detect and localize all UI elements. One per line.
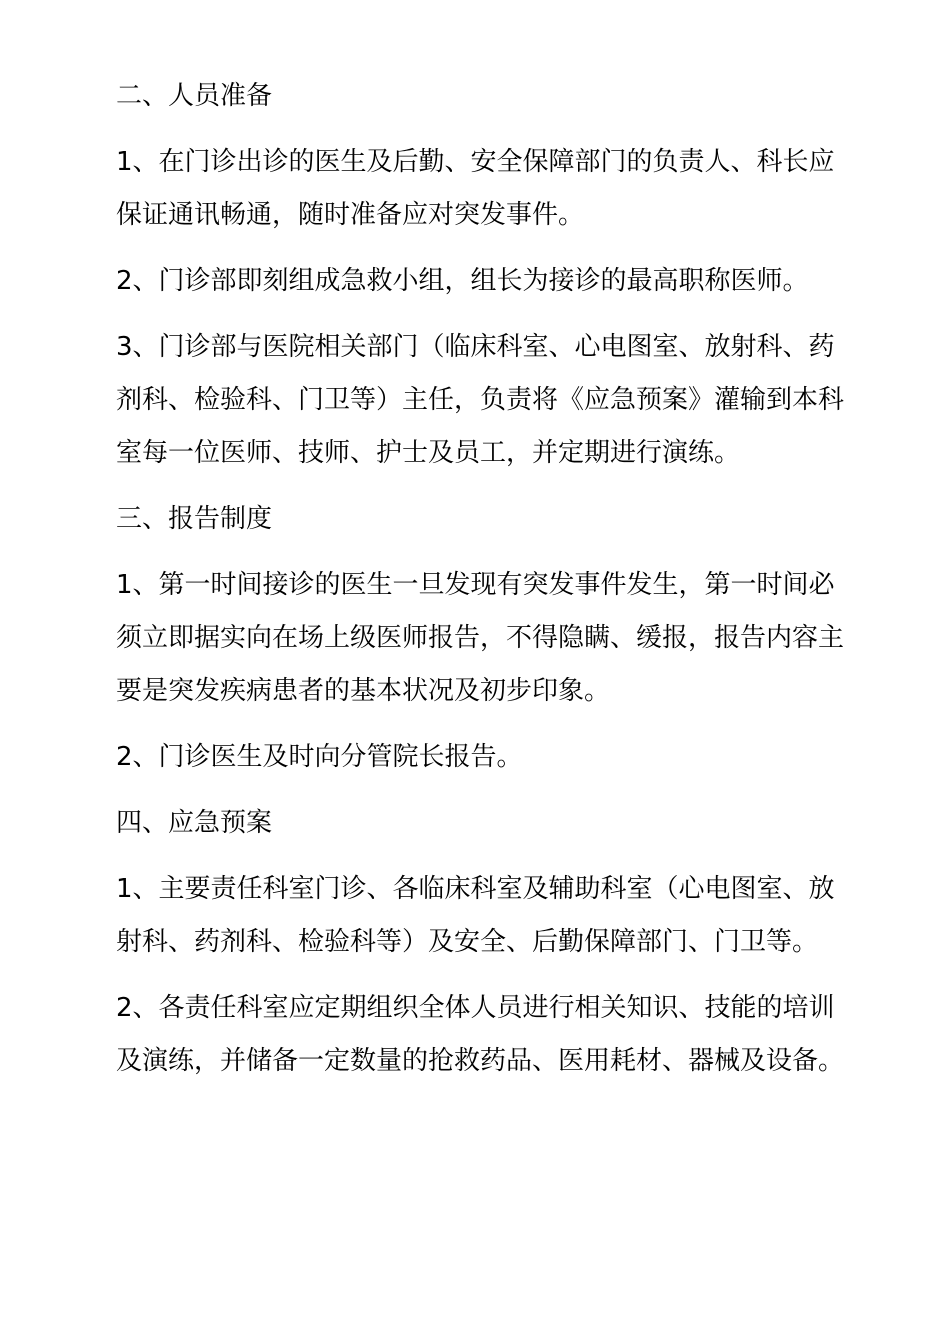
paragraph-emergency-plan-2: 2、各责任科室应定期组织全体人员进行相关知识、技能的培训及演练，并储备一定数量的抢救药品、医用耗材、器械及设备。	[116, 993, 845, 1076]
section-heading-reporting: 三、报告制度	[116, 504, 273, 534]
paragraph-personnel-2: 2、门诊部即刻组成急救小组，组长为接诊的最高职称医师。	[116, 266, 809, 296]
section-heading-personnel: 二、人员准备	[116, 81, 273, 111]
document-body	[116, 70, 846, 1088]
paragraph-emergency-plan-1: 1、主要责任科室门诊、各临床科室及辅助科室（心电图室、放射科、药剂科、检验科等）及安全、后勤保障部门、门卫等。	[116, 874, 835, 957]
paragraph-personnel-3: 3、门诊部与医院相关部门（临床科室、心电图室、放射科、药剂科、检验科、门卫等）主任，负责将《应急预案》灌输到本科室每一位医师、技师、护士及员工，并定期进行演练。	[116, 332, 845, 468]
section-heading-emergency-plan: 四、应急预案	[116, 808, 273, 838]
paragraph-reporting-2: 2、门诊医生及时向分管院长报告。	[116, 742, 523, 772]
paragraph-reporting-1: 1、第一时间接诊的医生一旦发现有突发事件发生，第一时间必须立即据实向在场上级医师报告，不得隐瞒、缓报，报告内容主要是突发疾病患者的基本状况及初步印象。	[116, 570, 845, 706]
paragraph-personnel-1: 1、在门诊出诊的医生及后勤、安全保障部门的负责人、科长应保证通讯畅通，随时准备应对突发事件。	[116, 147, 835, 230]
